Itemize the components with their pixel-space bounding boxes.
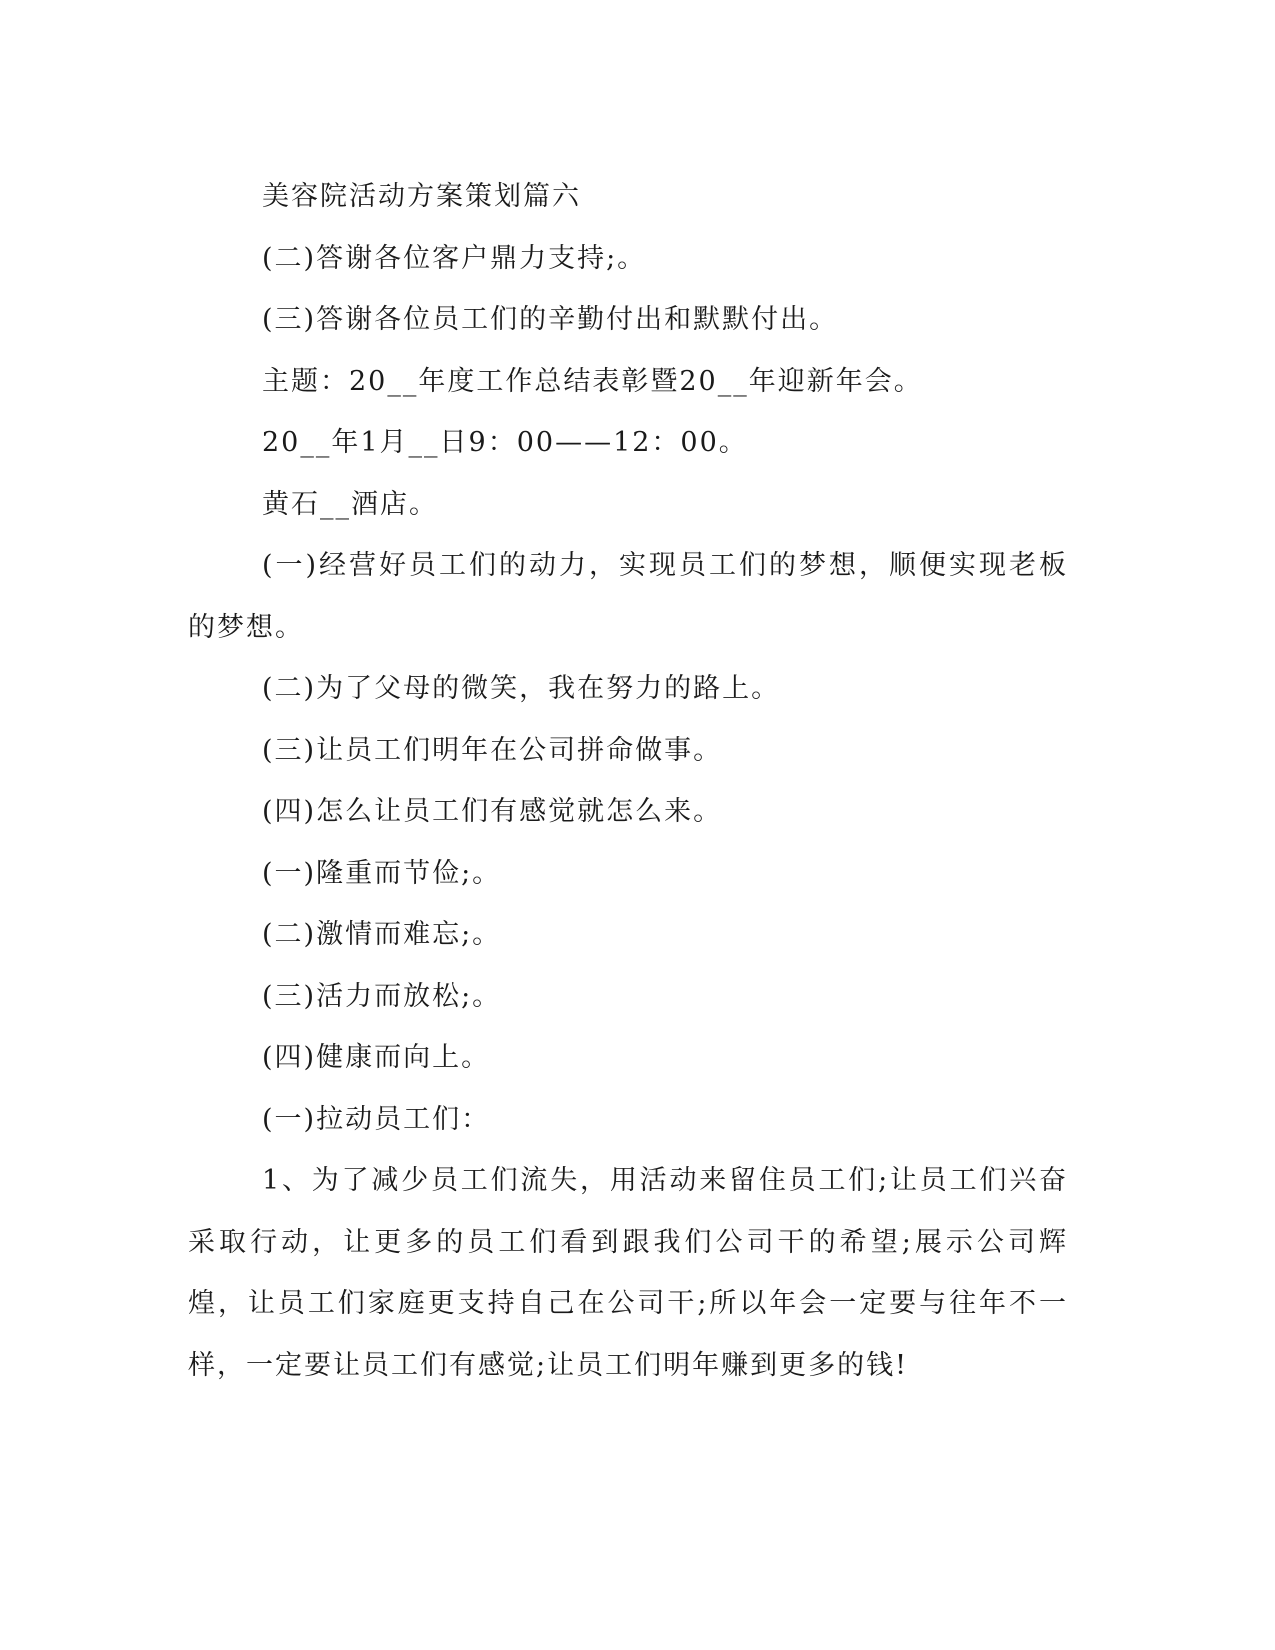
paragraph: 20__年1月__日9：00——12：00。 [262,427,748,458]
paragraph: (三)让员工们明年在公司拼命做事。 [262,734,723,766]
paragraph: (二)为了父母的微笑，我在努力的路上。 [262,673,781,704]
paragraph: 1、为了减少员工们流失，用活动来留住员工们;让员工们兴奋采取行动，让更多的员工们看到跟我们公司干的希望;展示公司辉煌，让员工们家庭更支持自己在公司干;所以年会一定要与往年不一样，一定要让员工们有感觉;让员工们明年赚到更多的钱! [188,1165,1068,1381]
paragraph: (一)隆重而节俭;。 [262,857,502,889]
paragraph: (二)激情而难忘;。 [262,919,502,950]
document-title: 美容院活动方案策划篇六 [262,181,581,212]
paragraph: (二)答谢各位客户鼎力支持;。 [262,242,647,274]
paragraph: (一)经营好员工们的动力，实现员工们的梦想，顺便实现老板的梦想。 [188,550,1068,643]
paragraph: (一)拉动员工们： [262,1103,491,1135]
paragraph: 黄石__酒店。 [262,488,438,520]
paragraph: (四)健康而向上。 [262,1042,491,1073]
document-body [188,166,1068,1396]
paragraph: (三)答谢各位员工们的辛勤付出和默默付出。 [262,304,839,335]
paragraph: (三)活力而放松;。 [262,980,502,1012]
paragraph: 主题：20__年度工作总结表彰暨20__年迎新年会。 [262,365,923,397]
paragraph: (四)怎么让员工们有感觉就怎么来。 [262,796,723,827]
